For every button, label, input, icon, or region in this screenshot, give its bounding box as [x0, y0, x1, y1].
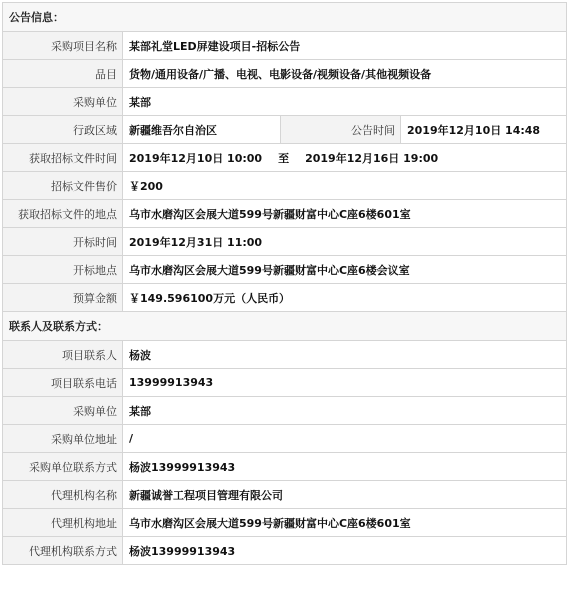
field-label: 代理机构地址: [3, 509, 123, 537]
field-value: 杨波13999913943: [123, 537, 567, 565]
field-label: 代理机构名称: [3, 481, 123, 509]
contact-section-header: [3, 312, 567, 341]
field-value: 杨波13999913943: [123, 453, 567, 481]
field-value: /: [123, 425, 567, 453]
row-agency-address: [3, 509, 567, 537]
field-label: 开标时间: [3, 228, 123, 256]
field-label: 采购项目名称: [3, 32, 123, 60]
field-label: 获取招标文件的地点: [3, 200, 123, 228]
field-label: 采购单位联系方式: [3, 453, 123, 481]
field-label: 项目联系电话: [3, 369, 123, 397]
row-region-time: [3, 116, 567, 144]
row-doc-location: [3, 200, 567, 228]
section-title: 联系人及联系方式：: [3, 312, 567, 341]
section-title: 公告信息：: [3, 3, 567, 32]
field-value: 某部: [123, 397, 567, 425]
field-value: ￥149.596100万元（人民币）: [123, 284, 567, 312]
field-value: 杨波: [123, 341, 567, 369]
field-value: ￥200: [123, 172, 567, 200]
row-purchaser-address: [3, 425, 567, 453]
notice-section-header: [3, 3, 567, 32]
field-label: 行政区域: [3, 116, 123, 144]
field-value: 某部: [123, 88, 567, 116]
field-label: 招标文件售价: [3, 172, 123, 200]
field-value: 2019年12月31日 11:00: [123, 228, 567, 256]
row-budget: [3, 284, 567, 312]
doc-period-sep: 至: [278, 151, 290, 165]
announcement-table: [2, 2, 567, 565]
field-value: 乌市水磨沟区会展大道599号新疆财富中心C座6楼601室: [123, 200, 567, 228]
row-purchaser: [3, 88, 567, 116]
doc-period-end: 2019年12月16日 19:00: [305, 151, 439, 165]
field-value: 新疆诚誉工程项目管理有限公司: [123, 481, 567, 509]
field-value: 新疆维吾尔自治区: [123, 116, 281, 144]
field-label: 预算金额: [3, 284, 123, 312]
row-open-location: [3, 256, 567, 284]
field-value: 乌市水磨沟区会展大道599号新疆财富中心C座6楼601室: [123, 509, 567, 537]
field-value: 货物/通用设备/广播、电视、电影设备/视频设备/其他视频设备: [123, 60, 567, 88]
field-label: 采购单位: [3, 397, 123, 425]
field-label: 公告时间: [281, 116, 401, 144]
row-project-phone: [3, 369, 567, 397]
row-agency-contact: [3, 537, 567, 565]
field-label: 获取招标文件时间: [3, 144, 123, 172]
field-value: 乌市水磨沟区会展大道599号新疆财富中心C座6楼会议室: [123, 256, 567, 284]
row-category: [3, 60, 567, 88]
field-value: 某部礼堂LED屏建设项目-招标公告: [123, 32, 567, 60]
field-label: 采购单位: [3, 88, 123, 116]
field-label: 采购单位地址: [3, 425, 123, 453]
row-contact-purchaser: [3, 397, 567, 425]
row-doc-period: [3, 144, 567, 172]
field-label: 代理机构联系方式: [3, 537, 123, 565]
field-value: [123, 144, 567, 172]
row-doc-price: [3, 172, 567, 200]
doc-period-start: 2019年12月10日 10:00: [129, 151, 263, 165]
field-label: 项目联系人: [3, 341, 123, 369]
field-value: 2019年12月10日 14:48: [401, 116, 567, 144]
row-open-time: [3, 228, 567, 256]
field-value: 13999913943: [123, 369, 567, 397]
field-label: 品目: [3, 60, 123, 88]
row-project-name: [3, 32, 567, 60]
row-agency-name: [3, 481, 567, 509]
row-purchaser-contact: [3, 453, 567, 481]
field-label: 开标地点: [3, 256, 123, 284]
row-project-contact: [3, 341, 567, 369]
